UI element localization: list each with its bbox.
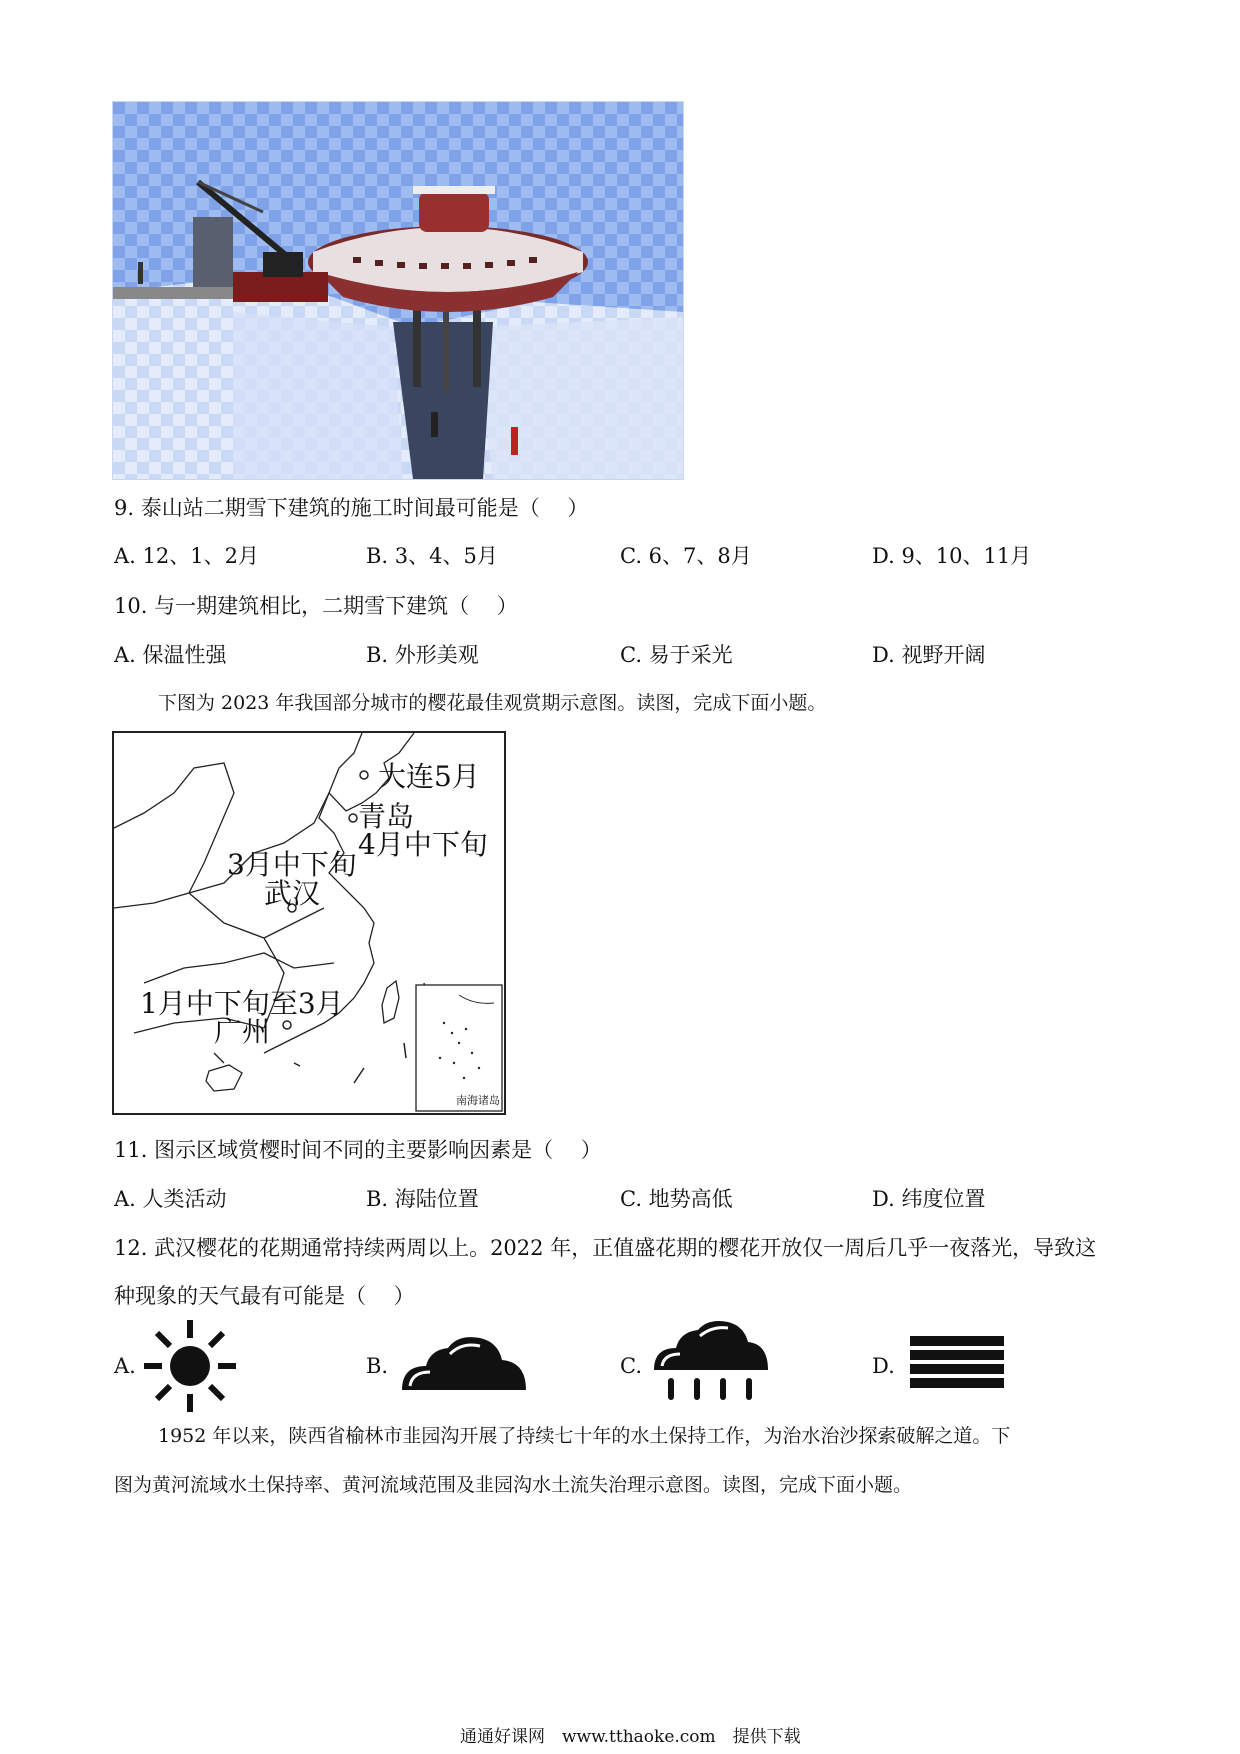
q11-option-d: D. 纬度位置: [872, 1187, 986, 1211]
map-label-wuhan: 武汉: [264, 877, 321, 910]
q9-option-a: A. 12、1、2月: [114, 544, 259, 568]
q10-option-d: D. 视野开阔: [872, 643, 986, 667]
q12-option-b-letter: B.: [366, 1354, 389, 1378]
map-label-dalian: 大连5月: [378, 760, 480, 793]
map-label-guangzhou: 广州: [214, 1015, 271, 1048]
map-label-wuhan-time: 3月中下旬: [227, 848, 357, 881]
cloud-icon: [400, 1332, 528, 1396]
q9-option-d: D. 9、10、11月: [872, 544, 1032, 568]
sun-icon: [142, 1318, 238, 1418]
last-intro-line2: 图为黄河流域水土保持率、黄河流域范围及韭园沟水土流失治理示意图。读图，完成下面小题。: [114, 1474, 913, 1496]
q12-option-d-letter: D.: [872, 1354, 895, 1378]
rain-cloud-icon: [652, 1318, 770, 1406]
map-inset-label: 南海诸岛: [456, 1094, 500, 1107]
q10-option-a: A. 保温性强: [114, 643, 227, 667]
question-12-stem-line1: 12. 武汉樱花的花期通常持续两周以上。2022 年，正值盛花期的樱花开放仅一周后几乎一夜落光，导致这: [114, 1236, 1097, 1260]
last-intro-line1: 1952 年以来，陕西省榆林市韭园沟开展了持续七十年的水土保持工作，为治水治沙探索破解之道。下: [158, 1425, 1011, 1447]
map-intro: 下图为 2023 年我国部分城市的樱花最佳观赏期示意图。读图，完成下面小题。: [158, 692, 827, 714]
q10-option-b: B. 外形美观: [366, 643, 479, 667]
question-9-stem: 9. 泰山站二期雪下建筑的施工时间最可能是（ ）: [114, 496, 589, 520]
q12-option-c-letter: C.: [620, 1354, 642, 1378]
q11-option-b: B. 海陆位置: [366, 1187, 479, 1211]
q11-option-c: C. 地势高低: [620, 1187, 733, 1211]
question-11-stem: 11. 图示区域赏樱时间不同的主要影响因素是（ ）: [114, 1138, 602, 1162]
q11-option-a: A. 人类活动: [114, 1187, 227, 1211]
fog-icon: [910, 1336, 1004, 1392]
question-12-stem-line2: 种现象的天气最有可能是（ ）: [114, 1284, 415, 1308]
q10-option-c: C. 易于采光: [620, 643, 733, 667]
question-10-stem: 10. 与一期建筑相比，二期雪下建筑（ ）: [114, 594, 518, 618]
map-label-qingdao: 青岛: [358, 800, 415, 833]
q9-option-c: C. 6、7、8月: [620, 544, 752, 568]
cherry-blossom-map: [112, 731, 506, 1115]
map-label-guangzhou-time: 1月中下旬至3月: [140, 987, 344, 1020]
q12-option-a-letter: A.: [114, 1354, 136, 1378]
map-label-qingdao-time: 4月中下旬: [358, 828, 488, 861]
footer-source: 通通好课网 www.tthaoke.com 提供下载: [460, 1727, 801, 1747]
q9-option-b: B. 3、4、5月: [366, 544, 498, 568]
taishan-station-photo: [112, 101, 684, 480]
